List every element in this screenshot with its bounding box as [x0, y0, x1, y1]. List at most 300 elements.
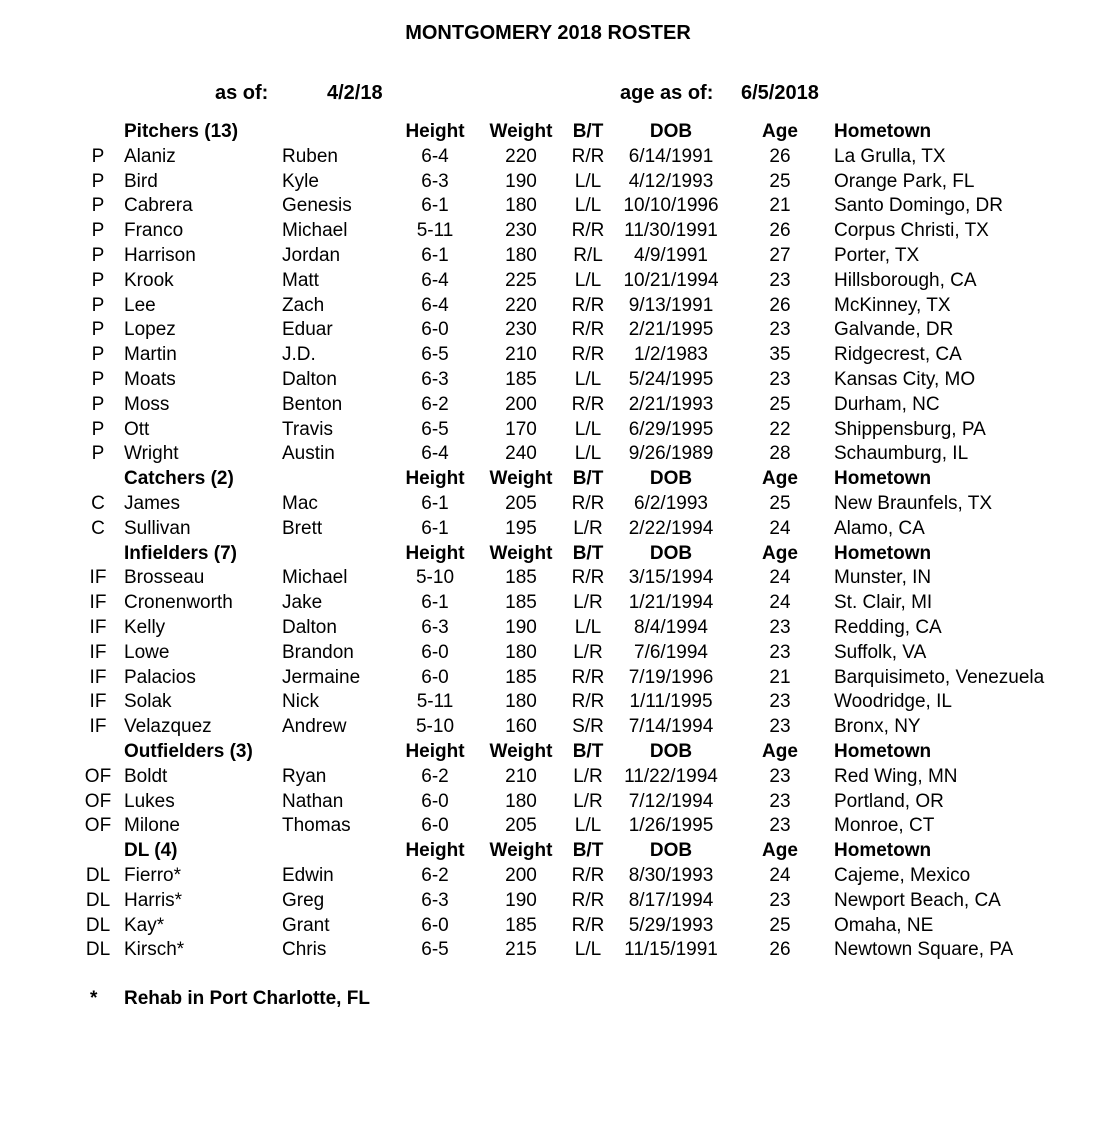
player-row	[0, 591, 1096, 616]
player-weight: 190	[505, 889, 537, 911]
player-age: 23	[769, 815, 791, 837]
player-first-name: Thomas	[282, 815, 351, 837]
column-header-bt: B/T	[572, 121, 604, 142]
player-dob: 7/6/1994	[634, 641, 708, 663]
player-first-name: Jermaine	[282, 666, 361, 688]
player-last-name: Milone	[124, 815, 180, 837]
player-hometown: Redding, CA	[834, 616, 942, 638]
player-first-name: Jake	[282, 592, 323, 614]
player-first-name: Michael	[282, 567, 348, 589]
player-row	[0, 170, 1096, 195]
player-height: 6-3	[421, 889, 449, 911]
player-hometown: Durham, NC	[834, 393, 940, 415]
as-of-label: as of:	[215, 82, 269, 104]
player-last-name: Cronenworth	[124, 592, 233, 614]
player-hometown: La Grulla, TX	[834, 145, 946, 167]
player-position: DL	[85, 889, 111, 911]
player-weight: 210	[505, 344, 537, 366]
player-height: 6-1	[421, 517, 449, 539]
column-header-height: Height	[405, 121, 465, 142]
player-dob: 11/15/1991	[624, 939, 718, 961]
player-row	[0, 715, 1096, 740]
player-dob: 10/21/1994	[623, 269, 719, 291]
player-bt: L/L	[574, 616, 602, 638]
column-header-dob: DOB	[649, 542, 693, 564]
footnote-mark: *	[90, 988, 98, 1009]
player-first-name: Chris	[282, 939, 327, 961]
player-position: P	[91, 269, 105, 291]
group-header-row	[0, 542, 1096, 567]
player-bt: L/L	[574, 195, 602, 217]
player-height: 5-10	[415, 716, 455, 738]
player-first-name: Matt	[282, 269, 319, 291]
player-bt: R/R	[571, 914, 605, 936]
player-row	[0, 938, 1096, 963]
player-dob: 5/24/1995	[628, 368, 714, 390]
player-weight: 205	[505, 815, 537, 837]
player-height: 6-3	[421, 368, 449, 390]
group-title: Pitchers (13)	[124, 121, 239, 142]
player-bt: L/R	[573, 592, 603, 614]
player-position: P	[91, 418, 105, 440]
player-height: 6-3	[421, 616, 449, 638]
player-first-name: Zach	[282, 294, 325, 316]
player-first-name: Eduar	[282, 319, 333, 341]
player-height: 6-0	[421, 790, 449, 812]
player-row	[0, 318, 1096, 343]
player-position: DL	[85, 864, 111, 886]
player-height: 6-4	[421, 269, 449, 291]
player-dob: 2/21/1995	[628, 319, 714, 341]
column-header-age: Age	[762, 542, 798, 564]
player-weight: 230	[505, 319, 537, 341]
player-hometown: Red Wing, MN	[834, 765, 958, 787]
player-bt: L/R	[573, 790, 603, 812]
player-age: 26	[769, 220, 791, 242]
player-last-name: Harris*	[124, 889, 183, 911]
player-hometown: Porter, TX	[834, 244, 920, 266]
player-bt: L/L	[574, 939, 602, 961]
player-position: DL	[85, 939, 111, 961]
player-height: 6-4	[421, 294, 449, 316]
player-age: 24	[769, 864, 791, 886]
player-last-name: Lee	[124, 294, 156, 316]
player-weight: 180	[505, 244, 537, 266]
player-age: 23	[769, 368, 791, 390]
column-header-hometown: Hometown	[834, 740, 932, 762]
player-position: IF	[89, 592, 107, 614]
player-dob: 2/22/1994	[628, 517, 714, 539]
player-first-name: Ryan	[282, 765, 327, 787]
player-dob: 1/11/1995	[629, 691, 713, 713]
player-last-name: Franco	[124, 220, 184, 242]
player-age: 23	[769, 319, 791, 341]
player-dob: 7/14/1994	[628, 716, 714, 738]
player-position: C	[91, 517, 105, 539]
player-first-name: Genesis	[282, 195, 352, 217]
player-first-name: Dalton	[282, 616, 337, 638]
player-bt: R/R	[571, 344, 605, 366]
player-position: P	[91, 294, 105, 316]
roster-title: MONTGOMERY 2018 ROSTER	[405, 22, 691, 44]
player-bt: R/R	[571, 691, 605, 713]
player-last-name: Moss	[124, 393, 170, 415]
player-row	[0, 914, 1096, 939]
column-header-weight: Weight	[489, 542, 553, 564]
player-position: P	[91, 319, 105, 341]
column-header-height: Height	[405, 840, 465, 862]
player-last-name: Sullivan	[124, 517, 191, 539]
age-as-of-label: age as of:	[620, 82, 714, 104]
player-position: P	[91, 145, 105, 167]
player-last-name: Lopez	[124, 319, 176, 341]
player-age: 23	[769, 889, 791, 911]
player-bt: R/R	[571, 889, 605, 911]
player-first-name: Grant	[282, 914, 330, 936]
player-dob: 1/2/1983	[634, 344, 708, 366]
player-weight: 185	[505, 592, 537, 614]
player-last-name: Palacios	[124, 666, 196, 688]
column-header-dob: DOB	[649, 840, 693, 862]
age-as-of-date: 6/5/2018	[741, 82, 819, 104]
player-height: 6-1	[421, 195, 449, 217]
player-age: 21	[769, 195, 791, 217]
player-position: C	[91, 492, 105, 514]
player-row	[0, 566, 1096, 591]
player-bt: L/R	[573, 517, 603, 539]
player-hometown: Ridgecrest, CA	[834, 344, 962, 366]
player-dob: 6/29/1995	[628, 418, 714, 440]
column-header-dob: DOB	[649, 740, 693, 762]
player-last-name: Alaniz	[124, 145, 176, 167]
player-age: 25	[769, 914, 791, 936]
player-weight: 185	[505, 914, 537, 936]
player-hometown: Monroe, CT	[834, 815, 935, 837]
player-hometown: Kansas City, MO	[834, 368, 976, 390]
player-first-name: Jordan	[282, 244, 341, 266]
player-row	[0, 690, 1096, 715]
player-height: 6-2	[421, 864, 449, 886]
player-position: IF	[89, 567, 107, 589]
player-dob: 11/30/1991	[624, 220, 718, 242]
player-first-name: Ruben	[282, 145, 338, 167]
player-last-name: Solak	[124, 691, 172, 713]
player-height: 5-10	[415, 567, 455, 589]
player-age: 23	[769, 765, 791, 787]
player-hometown: Orange Park, FL	[834, 170, 975, 192]
player-row	[0, 269, 1096, 294]
player-position: P	[91, 220, 105, 242]
player-first-name: Nathan	[282, 790, 344, 812]
player-age: 35	[769, 344, 791, 366]
player-position: P	[91, 443, 105, 465]
player-dob: 11/22/1994	[624, 765, 718, 787]
player-last-name: James	[124, 492, 180, 514]
column-header-age: Age	[762, 468, 798, 490]
player-weight: 220	[505, 145, 537, 167]
player-row	[0, 889, 1096, 914]
column-header-age: Age	[762, 121, 798, 142]
player-bt: R/R	[571, 145, 605, 167]
player-height: 6-5	[421, 418, 449, 440]
player-hometown: Santo Domingo, DR	[834, 195, 1003, 217]
player-age: 24	[769, 592, 791, 614]
player-bt: R/R	[571, 220, 605, 242]
column-header-age: Age	[762, 840, 798, 862]
player-row	[0, 641, 1096, 666]
column-header-bt: B/T	[572, 468, 604, 490]
player-age: 23	[769, 691, 791, 713]
player-row	[0, 194, 1096, 219]
player-first-name: Mac	[282, 492, 318, 514]
player-hometown: St. Clair, MI	[834, 592, 933, 614]
player-first-name: Travis	[282, 418, 334, 440]
player-hometown: Newtown Square, PA	[834, 939, 1014, 961]
player-weight: 225	[505, 269, 537, 291]
group-header-row	[0, 839, 1096, 864]
player-height: 6-5	[421, 344, 449, 366]
player-age: 27	[769, 244, 791, 266]
player-first-name: Brandon	[282, 641, 354, 663]
player-age: 26	[769, 294, 791, 316]
player-weight: 190	[505, 170, 537, 192]
player-hometown: Newport Beach, CA	[834, 889, 1001, 911]
player-dob: 6/2/1993	[634, 492, 708, 514]
player-age: 25	[769, 393, 791, 415]
player-hometown: Barquisimeto, Venezuela	[834, 666, 1045, 688]
player-position: P	[91, 195, 105, 217]
player-weight: 185	[505, 368, 537, 390]
player-position: IF	[89, 641, 107, 663]
player-age: 24	[769, 517, 791, 539]
player-dob: 9/26/1989	[628, 443, 714, 465]
player-weight: 180	[505, 641, 537, 663]
player-last-name: Ott	[124, 418, 150, 440]
player-position: IF	[89, 666, 107, 688]
column-header-bt: B/T	[572, 542, 604, 564]
player-bt: L/R	[573, 641, 603, 663]
group-header-row	[0, 467, 1096, 492]
player-row	[0, 368, 1096, 393]
player-dob: 1/21/1994	[628, 592, 714, 614]
player-hometown: Schaumburg, IL	[834, 443, 969, 465]
player-last-name: Martin	[124, 344, 177, 366]
player-last-name: Fierro*	[124, 864, 182, 886]
player-dob: 3/15/1994	[628, 567, 714, 589]
column-header-height: Height	[405, 542, 465, 564]
player-row	[0, 790, 1096, 815]
player-age: 26	[769, 145, 791, 167]
player-hometown: Hillsborough, CA	[834, 269, 977, 291]
column-header-bt: B/T	[572, 740, 604, 762]
group-header-row	[0, 740, 1096, 765]
player-age: 26	[769, 939, 791, 961]
player-dob: 8/17/1994	[628, 889, 714, 911]
player-last-name: Kelly	[124, 616, 166, 638]
player-position: DL	[85, 914, 111, 936]
player-weight: 205	[505, 492, 537, 514]
player-weight: 195	[505, 517, 537, 539]
column-header-dob: DOB	[649, 121, 693, 142]
player-position: IF	[89, 616, 107, 638]
player-dob: 6/14/1991	[628, 145, 714, 167]
player-last-name: Kay*	[124, 914, 165, 936]
player-hometown: Portland, OR	[834, 790, 944, 812]
player-age: 24	[769, 567, 791, 589]
player-height: 6-2	[421, 393, 449, 415]
player-weight: 180	[505, 195, 537, 217]
player-dob: 8/4/1994	[634, 616, 708, 638]
player-row	[0, 294, 1096, 319]
column-header-age: Age	[762, 740, 798, 762]
player-hometown: New Braunfels, TX	[834, 492, 993, 514]
column-header-weight: Weight	[489, 121, 553, 142]
column-header-hometown: Hometown	[834, 468, 932, 490]
column-header-hometown: Hometown	[834, 840, 932, 862]
player-bt: R/R	[571, 294, 605, 316]
player-dob: 9/13/1991	[628, 294, 714, 316]
player-height: 6-0	[421, 319, 449, 341]
column-header-weight: Weight	[489, 840, 553, 862]
player-bt: L/L	[574, 368, 602, 390]
player-height: 6-1	[421, 592, 449, 614]
player-row	[0, 616, 1096, 641]
player-position: OF	[84, 815, 112, 837]
player-last-name: Boldt	[124, 765, 168, 787]
player-dob: 7/12/1994	[628, 790, 714, 812]
player-height: 6-4	[421, 443, 449, 465]
group-title: Catchers (2)	[124, 468, 234, 490]
player-row	[0, 765, 1096, 790]
player-height: 5-11	[416, 691, 454, 713]
player-hometown: McKinney, TX	[834, 294, 951, 316]
player-row	[0, 517, 1096, 542]
player-weight: 200	[505, 393, 537, 415]
player-dob: 4/9/1991	[634, 244, 708, 266]
group-title: DL (4)	[124, 840, 178, 862]
player-height: 6-0	[421, 914, 449, 936]
player-position: OF	[84, 790, 112, 812]
player-first-name: Edwin	[282, 864, 334, 886]
player-weight: 215	[505, 939, 537, 961]
column-header-hometown: Hometown	[834, 542, 932, 564]
player-bt: S/R	[572, 716, 604, 738]
player-first-name: Andrew	[282, 716, 347, 738]
player-position: P	[91, 244, 105, 266]
player-row	[0, 244, 1096, 269]
player-bt: L/L	[574, 269, 602, 291]
player-age: 21	[769, 666, 791, 688]
player-age: 23	[769, 616, 791, 638]
player-dob: 4/12/1993	[628, 170, 714, 192]
column-header-height: Height	[405, 468, 465, 490]
player-first-name: Brett	[282, 517, 323, 539]
player-bt: L/L	[574, 418, 602, 440]
player-bt: R/R	[571, 666, 605, 688]
player-hometown: Omaha, NE	[834, 914, 934, 936]
column-header-dob: DOB	[649, 468, 693, 490]
roster-table	[0, 120, 1096, 963]
player-hometown: Galvande, DR	[834, 319, 954, 341]
player-last-name: Bird	[124, 170, 158, 192]
column-header-hometown: Hometown	[834, 121, 932, 142]
player-hometown: Alamo, CA	[834, 517, 925, 539]
player-last-name: Krook	[124, 269, 174, 291]
player-position: IF	[89, 691, 107, 713]
group-header-row	[0, 120, 1096, 145]
player-last-name: Lukes	[124, 790, 175, 812]
player-bt: R/R	[571, 864, 605, 886]
player-height: 6-1	[421, 492, 449, 514]
as-of-date: 4/2/18	[327, 82, 383, 104]
player-bt: R/R	[571, 567, 605, 589]
player-weight: 185	[505, 567, 537, 589]
player-last-name: Brosseau	[124, 567, 205, 589]
player-bt: R/R	[571, 393, 605, 415]
player-height: 6-4	[421, 145, 449, 167]
player-hometown: Cajeme, Mexico	[834, 864, 971, 886]
player-bt: L/L	[574, 170, 602, 192]
player-hometown: Woodridge, IL	[834, 691, 952, 713]
player-weight: 220	[505, 294, 537, 316]
player-last-name: Harrison	[124, 244, 196, 266]
column-header-height: Height	[405, 740, 465, 762]
player-height: 6-0	[421, 666, 449, 688]
player-position: P	[91, 344, 105, 366]
player-height: 6-1	[421, 244, 449, 266]
player-first-name: Greg	[282, 889, 325, 911]
player-bt: R/L	[573, 244, 603, 266]
player-height: 5-11	[416, 220, 454, 242]
player-row	[0, 343, 1096, 368]
player-weight: 210	[505, 765, 537, 787]
player-age: 23	[769, 269, 791, 291]
player-first-name: Kyle	[282, 170, 319, 192]
player-age: 23	[769, 641, 791, 663]
player-hometown: Shippensburg, PA	[834, 418, 986, 440]
player-dob: 8/30/1993	[628, 864, 714, 886]
player-position: IF	[89, 716, 107, 738]
group-title: Outfielders (3)	[124, 740, 253, 762]
group-title: Infielders (7)	[124, 542, 237, 564]
player-bt: L/L	[574, 815, 602, 837]
player-weight: 240	[505, 443, 537, 465]
player-weight: 170	[505, 418, 537, 440]
player-row	[0, 492, 1096, 517]
player-age: 22	[769, 418, 791, 440]
player-age: 25	[769, 492, 791, 514]
player-bt: L/L	[574, 443, 602, 465]
footnote-text: Rehab in Port Charlotte, FL	[124, 988, 370, 1009]
player-weight: 190	[505, 616, 537, 638]
player-row	[0, 814, 1096, 839]
player-row	[0, 864, 1096, 889]
player-height: 6-0	[421, 815, 449, 837]
player-first-name: Benton	[282, 393, 343, 415]
player-age: 23	[769, 716, 791, 738]
player-height: 6-0	[421, 641, 449, 663]
player-height: 6-2	[421, 765, 449, 787]
column-header-weight: Weight	[489, 740, 553, 762]
player-bt: R/R	[571, 319, 605, 341]
player-last-name: Kirsch*	[124, 939, 185, 961]
player-weight: 180	[505, 790, 537, 812]
player-first-name: Nick	[282, 691, 319, 713]
player-age: 28	[769, 443, 791, 465]
player-first-name: Dalton	[282, 368, 337, 390]
player-weight: 180	[505, 691, 537, 713]
player-position: OF	[84, 765, 112, 787]
